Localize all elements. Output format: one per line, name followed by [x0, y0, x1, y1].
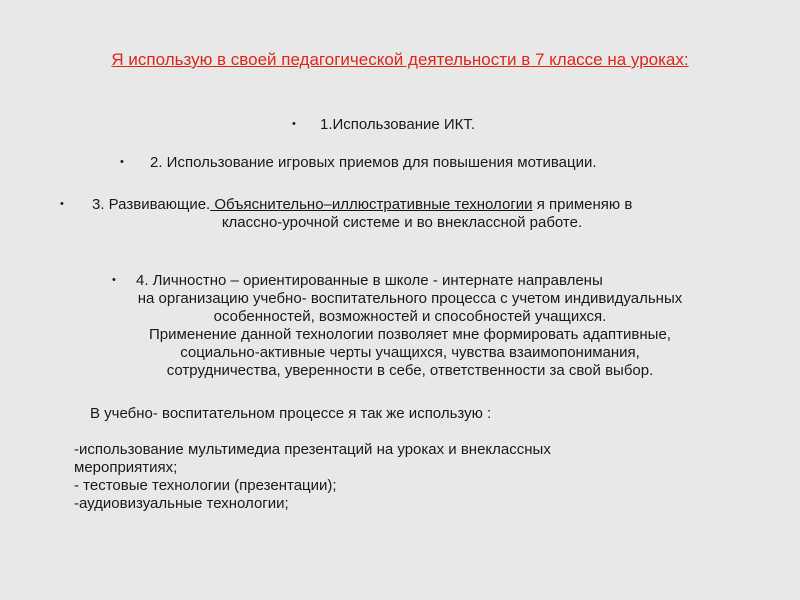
bullet-item-4-line4: Применение данной технологии позволяет мне формировать адаптивные, — [149, 326, 671, 343]
bullet-dot-icon: • — [60, 198, 64, 210]
extra-line-1: -использование мультимедиа презентаций на уроках и внеклассных — [74, 441, 551, 458]
bullet-dot-icon: • — [120, 156, 124, 168]
bullet-item-3-prefix: 3. Развивающие. — [92, 196, 211, 213]
bullet-item-3-line2: классно-урочной системе и во внеклассной работе. — [221, 214, 583, 231]
bullet-item-4-line5: социально-активные черты учащихся, чувства взаимопонимания, — [180, 344, 640, 361]
bullet-item-2: 2. Использование игровых приемов для повышения мотивации. — [150, 154, 597, 171]
extra-line-4: -аудиовизуальные технологии; — [74, 495, 289, 512]
bullet-item-3-suffix: я применяю в — [532, 196, 633, 213]
bullet-item-4-line1: 4. Личностно – ориентированные в школе - интернате направлены — [136, 272, 603, 289]
slide-title: Я использую в своей педагогической деятельности в 7 классе на уроках: — [111, 50, 689, 69]
bullet-item-3-underlined: Объяснительно–иллюстративные технологии — [210, 196, 533, 213]
bullet-item-4-line3: особенностей, возможностей и способностей учащихся. — [213, 308, 607, 325]
extra-intro: В учебно- воспитательном процессе я так же использую : — [90, 405, 492, 422]
bullet-item-3 — [92, 196, 752, 214]
extra-line-2: мероприятиях; — [74, 459, 178, 476]
bullet-item-4-line6: сотрудничества, уверенности в себе, ответственности за свой выбор. — [166, 362, 654, 379]
bullet-dot-icon: • — [292, 118, 296, 130]
bullet-dot-icon: • — [112, 274, 116, 286]
bullet-item-4-line2: на организацию учебно- воспитательного процесса с учетом индивидуальных — [137, 290, 683, 307]
extra-line-3: - тестовые технологии (презентации); — [74, 477, 337, 494]
bullet-item-1: 1.Использование ИКТ. — [320, 116, 476, 133]
